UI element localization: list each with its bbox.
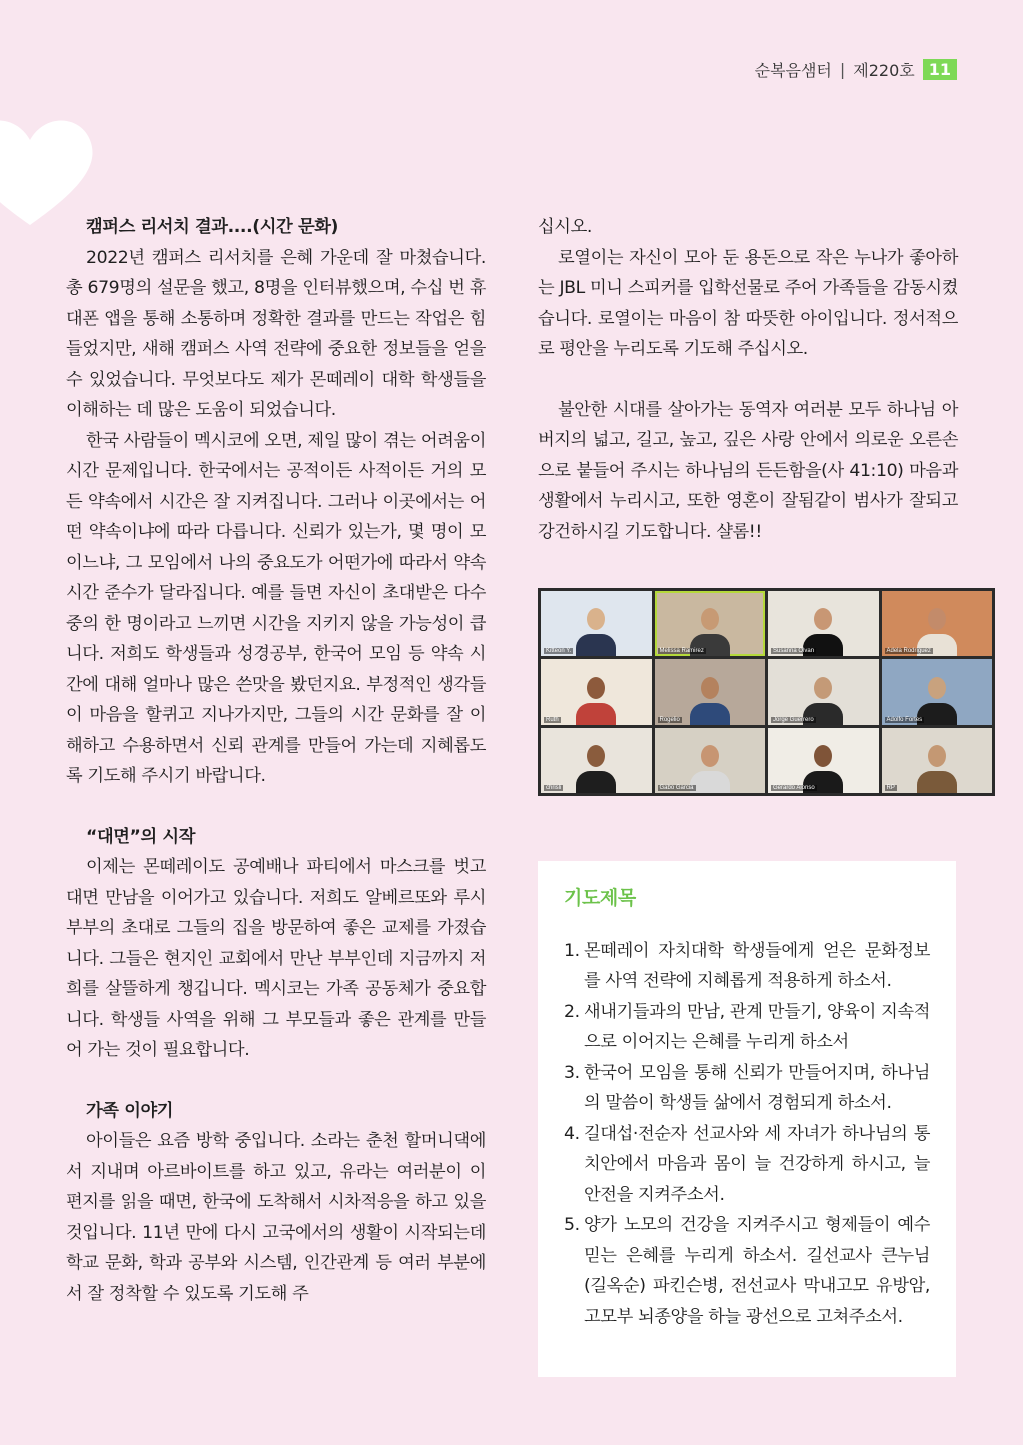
prayer-item [564, 936, 930, 997]
prayer-item-text: 새내기들과의 만남, 관계 만들기, 양육이 지속적으로 이어지는 은혜를 누리게 하소서 [584, 1001, 930, 1052]
video-tile [768, 591, 879, 656]
participant-name: Adela Rodriguez [886, 648, 931, 655]
paragraph: 아이들은 요즘 방학 중입니다. 소라는 춘천 할머니댁에서 지내며 아르바이트를 하고 있고, 유라는 여러분이 이 편지를 읽을 때면, 한국에 도착해서 시차적응을 하고 있을 것입니다. 11년 만에 다시 고국에서의 생활이 시작되는데 학교 문화, 학과 공부와 시스템, 인간관계 등 여러 부분에서 잘 정착할 수 있도록 기도해 주 [66, 1131, 486, 1304]
participant-name: Ruth [546, 716, 559, 723]
video-tile [655, 659, 766, 724]
video-call-photo [538, 588, 995, 796]
participant-figure [690, 673, 730, 725]
section-heading-campus-research: 캠퍼스 리서치 결과....(시간 문화) [86, 217, 339, 237]
participant-figure [576, 673, 616, 725]
participant-figure [917, 741, 957, 793]
page-number: 11 [923, 59, 957, 80]
paragraph: 2022년 캠퍼스 리서치를 은혜 가운데 잘 마쳤습니다. 총 679명의 설문을 했고, 8명을 인터뷰했으며, 수십 번 휴대폰 앱을 통해 소통하며 정확한 결과를 만드는 작업은 힘들었지만, 새해 캠퍼스 사역 전략에 중요한 정보들을 얻을 수 있었습니다. 무엇보다도 제가 몬떼레이 대학 학생들을 이해하는 데 많은 도움이 되었습니다. [66, 247, 486, 420]
participant-name: Adolfo Fortes [886, 716, 923, 723]
section-heading-face-to-face: “대면”의 시작 [86, 826, 196, 847]
video-tile [541, 728, 652, 793]
prayer-item [564, 1058, 930, 1119]
participant-name: Susanna Olvan [773, 648, 815, 655]
participant-name: Gabo Garcia [659, 785, 694, 791]
participant-name: Melissa Ramirez [659, 648, 704, 655]
page-header [755, 58, 957, 81]
video-tile [655, 591, 766, 656]
paragraph: 불안한 시대를 살아가는 동역자 여러분 모두 하나님 아버지의 넓고, 길고, 높고, 깊은 사랑 안에서 의로운 오른손으로 붙들어 주시는 하나님의 든든함을(사 41:10) 마음과 생활에서 누리시고, 또한 영혼이 잘됨같이 범사가 잘되고 강건하시길 기도합니다. 샬롬!! [538, 399, 958, 542]
prayer-list [564, 936, 930, 1333]
video-tile [768, 659, 879, 724]
prayer-item [564, 1119, 930, 1211]
video-tile [541, 591, 652, 656]
right-column [538, 212, 958, 547]
prayer-item-text: 한국어 모임을 통해 신뢰가 만들어지며, 하나님의 말씀이 학생들 삶에서 경험되게 하소서. [584, 1062, 930, 1113]
publication-name: 순복음샘터 [754, 61, 832, 80]
prayer-item-number: 4. [564, 1123, 580, 1144]
participant-name: RP [886, 785, 895, 791]
video-tile [768, 728, 879, 793]
paragraph-continuation: 십시오. [538, 217, 592, 237]
prayer-item-text: 몬떼레이 자치대학 학생들에게 얻은 문화정보를 사역 전략에 지혜롭게 적용하게 하소서. [584, 940, 930, 991]
participant-name: Gerardo Alonso [773, 785, 815, 791]
participant-figure [576, 741, 616, 793]
prayer-item [564, 997, 930, 1058]
prayer-item-number: 3. [564, 1062, 580, 1083]
paragraph: 이제는 몬떼레이도 공예배나 파티에서 마스크를 벗고 대면 만남을 이어가고 있습니다. 저희도 알베르또와 루시 부부의 초대로 그들의 집을 방문하여 좋은 교제를 가졌습니다. 그들은 현지인 교회에서 만난 부부인데 지금까지 저희를 살뜰하게 챙깁니다. 멕시코는 가족 공동체가 중요합니다. 학생들 사역을 위해 그 부모들과 좋은 관계를 만들어 가는 것이 필요합니다. [66, 857, 486, 1060]
video-tile [655, 728, 766, 793]
prayer-item [564, 1210, 930, 1332]
prayer-item-number: 1. [564, 940, 580, 961]
participant-name: Rogelio [659, 716, 680, 723]
prayer-item-number: 2. [564, 1001, 580, 1022]
video-tile [541, 659, 652, 724]
issue-number: 제220호 [853, 61, 915, 80]
participant-name: Kitteon Y. [546, 648, 572, 655]
section-heading-family-story: 가족 이야기 [86, 1100, 174, 1121]
prayer-requests-box [538, 861, 956, 1377]
paragraph: 로열이는 자신이 모아 둔 용돈으로 작은 누나가 좋아하는 JBL 미니 스피커를 입학선물로 주어 가족들을 감동시켰습니다. 로열이는 마음이 참 따뜻한 아이입니다. 정서적으로 평안을 누리도록 기도해 주십시오. [538, 247, 958, 359]
prayer-item-text: 양가 노모의 건강을 지켜주시고 형제들이 예수 믿는 은혜를 누리게 하소서. 길선교사 큰누님(길옥순) 파킨슨병, 전선교사 막내고모 유방암, 고모부 뇌종양을 하늘 광선으로 고쳐주소서. [584, 1215, 930, 1327]
participant-figure [690, 741, 730, 793]
participant-name: chrisli [546, 785, 562, 791]
left-column [66, 212, 486, 1309]
participant-figure [576, 604, 616, 656]
header-separator: | [839, 60, 846, 79]
paragraph: 한국 사람들이 멕시코에 오면, 제일 많이 겪는 어려움이 시간 문제입니다. 한국에서는 공적이든 사적이든 거의 모든 약속에서 시간은 잘 지켜집니다. 그러나 이곳에서는 어떤 약속이냐에 따라 다릅니다. 신뢰가 있는가, 몇 명이 모이느냐, 그 모임에서 나의 중요도가 어떤가에 따라서 약속 시간 준수가 달라집니다. 예를 들면 자신이 초대받은 다수 중의 한 명이라고 느끼면 시간을 지키지 않을 가능성이 큽니다. 저희도 학생들과 성경공부, 한국어 모임 등 약속 시간에 대해 얼마나 많은 쓴맛을 봤던지요. 부정적인 생각들이 마음을 할퀴고 지나가지만, 그들의 시간 문화를 잘 이해하고 수용하면서 신뢰 관계를 만들어 가는데 지혜롭도록 기도해 주시기 바랍니다. [66, 430, 486, 786]
participant-name: Jorge Guerrero [773, 716, 814, 723]
prayer-item-text: 길대섭·전순자 선교사와 세 자녀가 하나님의 통치안에서 마음과 몸이 늘 건강하게 하시고, 늘 안전을 지켜주소서. [584, 1123, 930, 1205]
prayer-title: 기도제목 [564, 887, 636, 909]
prayer-item-number: 5. [564, 1215, 580, 1235]
video-tile [882, 728, 993, 793]
video-tile [882, 659, 993, 724]
video-tile [882, 591, 993, 656]
